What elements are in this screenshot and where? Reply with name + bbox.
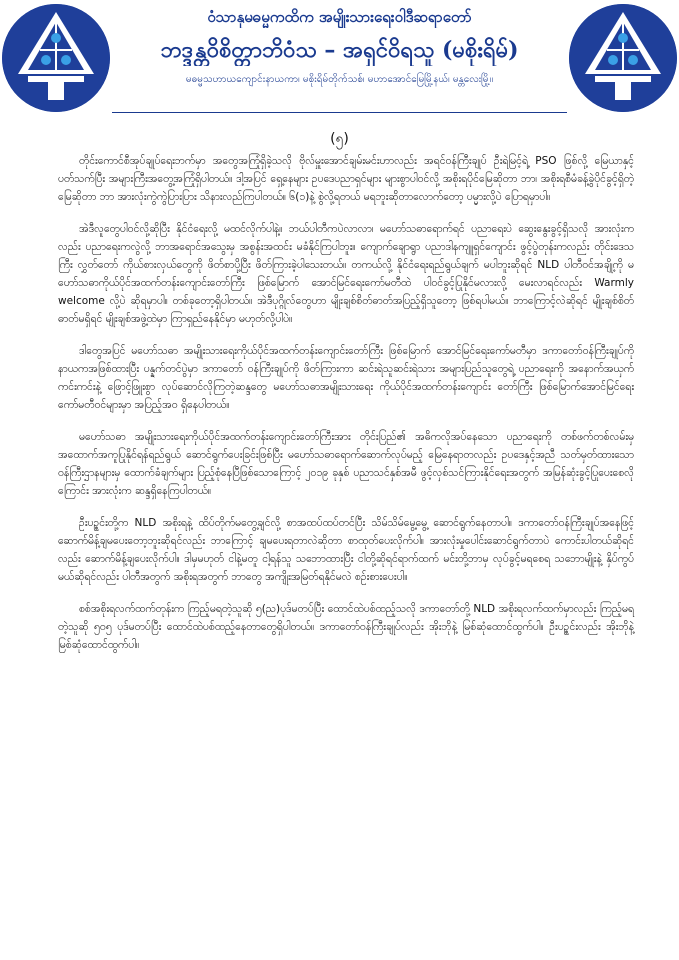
paragraph: ဦးပဥ္စင်းတို့က NLD အစိုးရနဲ့ ထိပ်တိုက်မတွေ့ချင်လို့ စာအထပ်ထပ်တင်ပြီး သိမ်သိမ်မွေ့မွေ့ ဆောင်ရွက်နေတာပါ။ ဒကာတော်ဝန်ကြီးချုပ်အနေဖြင့် ဆောက်မိန့်ချမပေးတော့ဘူးဆိုရင်လည်း ဘာကြောင့် ချမပေးရတာလဲဆိုတာ စာထုတ်ပေးလိုက်ပါ။ အားလုံးမှုပေါင်းဆောင်ရွက်တာပဲ ကောင်းပါတယ်ဆိုရင်လည်း ဆောက်မိန့်ချပေးလိုက်ပါ။ ဒါမှမဟုတ် ငါနဲ့မတူ ငါ့ရန်သူ သဘောထားပြီး ငါတို့ဆိုရင်ရာက်ထက် မင်းတို့ဘာမှ လုပ်ခွင့်မရစေရ သဘောမျိုးနဲ့ နှိပ်ကွပ်မယ်ဆိုရင်လည်း ပါတီအတွက် အစိုးရအတွက် ဘာတွေ အကျိုးအမြတ်ရနိုင်မလဲ စဉ်းစားပေးပါ။: [58, 517, 634, 583]
organization-title: ဝံသာနုမဓမ္မကထိက အမျိုးသားရေးဝါဒီဆရာတော်: [207, 8, 472, 26]
paragraph: အဲဒီလူတွေပါဝင်လို့ဆိုပြီး နိုင်ငံရေးလို့ မထင်လိုက်ပါနဲ့။ ဘယ်ပါတီကပဲလာလာ၊ မဟော်သဓာရောက်ရင် ပညာရေးပဲ ဆွေးနွေးခွင့်ရှိသလို အားလုံးကလည်း ပညာရေးကလွဲလို့ ဘာအရောင်အသွေးမှ အစွန်းအထင်း မခံနိုင်ကြပါဘူး။ ကျောက်ချောရွာ ပညာဒါနကျူရှင်ကျောင်း ဖွင့်ပွဲတုန်းကလည်း တိုင်းဒေသကြီး လွှတ်တော် ကိုယ်စားလှယ်တွေကို ဖိတ်စာပို့ပြီး ဖိတ်ကြားခဲ့ပါသေးတယ်။ တကယ်လို့ နိုင်ငံရေးရည်ရွယ်ချက် မပါဘူးဆိုရင် NLD ပါတီဝင်အချို့ကို မဟော်သဓာကိုယ်ပိုင်အထက်တန်းကျောင်းတော်ကြီး ဖြစ်မြောက် အောင်မြင်ရေးကော်မတီထဲ ပါဝင်ခွင့်ပြုနိုင်မလားလို့ မေးလာရင်လည်း Warmly welcome လို့ပဲ ဆိုရမှာပါ။ တစ်ခုတော့ရှိပါတယ်။ အဲဒီပုဂ္ဂိုလ်တွေဟာ မျိုးချစ်စိတ်ဓာတ်အပြည့်ရှိသူတော့ ဖြစ်ရပါမယ်။ ဘာကြောင့်လဲဆိုရင် မျိုးချစ်စိတ်ဓာတ်မရှိရင် မျိုးချစ်အဖွဲ့ထဲမှာ ကြာရှည်နေနိုင်မှာ မဟုတ်လို့ပါပဲ။: [58, 223, 634, 325]
letter-body: [58, 152, 634, 668]
page-number: (၅): [330, 131, 349, 147]
paragraph: တိုင်းကောင်စီအုပ်ချုပ်ရေးဘက်မှာ အတွေအကြုံရှိခဲ့သလို ဗိုလ်မှူးအောင်ချမ်းမင်းဟာလည်း အရင်ဝန်ကြီးချုပ် ဦးရဲမြင့်ရဲ့ PSO ဖြစ်လို့ မြေယာနှင့်ပတ်သက်ပြီး အများကြီးအတွေ့အကြုံရှိပါတယ်။ ဒါ့အပြင် ရှေ့နေများ ဥပဒေပညာရှင်များ များစွာပါဝင်လို့ အစိုးရပိုင်မြေဆိုတာ ဘာ၊ အစိုးရစီမံခန့်ခွဲပိုင်ခွင့်ရှိတဲ့မြေဆိုတာ ဘာ အားလုံးကွဲကွဲပြားပြား သိနားလည်ကြပါတယ်။ ၆(၁)နဲ့ စွဲလို့ရတယ် မရဘူးဆိုတာလောက်တော့ ပမ္မားလို့ပဲ ပြောရမှာပါ။: [58, 155, 634, 203]
paragraph: မဟော်သဓာ အမျိုးသားရေးကိုယ်ပိုင်အထက်တန်းကျောင်းတော်ကြီးအား တိုင်းပြည်၏ အဓိကလိုအပ်နေသော ပညာရေးကို တစ်ဖက်တစ်လမ်းမှ အထောက်အကူပြုနိုင်ရန်ရည်ရွယ် ဆောင်ရွက်ပေးခြင်းဖြစ်ပြီး မဟော်သဓာရောက်ဆောက်လုပ်မည့် မြေနေရာတလည်း ဥပဒေနှင့်အညီ သတ်မှတ်ထားသော ဝန်ကြီးဌာနများမှ ထောက်ခံချက်များ ပြည့်စုံနေပြီဖြစ်သောကြောင့် ၂၀၁၉ ခုနှစ် ပညာသင်နှစ်အမီ ဖွင့်လှစ်သင်ကြားနိုင်ရေးအတွက် အမြန်ဆုံးခွင့်ပြုပေးစေလိုကြောင်း အားလုံးက ဆန္ဒရှိနေကြပါတယ်။: [58, 431, 634, 497]
header-divider: [112, 112, 567, 113]
letterhead: [0, 0, 679, 112]
address-line: မဓမ္မသဟာယကျောင်းနာယကာ၊ မစိုးရိမ်တိုက်သစ်၊ မဟာအောင်မြေမြို့နယ်၊ မန္တလေးမြို့။: [185, 74, 494, 85]
paragraph: စစ်အစိုးရလက်ထက်တုန်းက ကြည့်မရတဲ့သူဆို ၅(ည)ပုဒ်မတပ်ပြီး ထောင်ထဲပစ်ထည့်သလို ဒကာတော်တို့ NLD အစိုးရလက်ထက်မှာလည်း ကြည့်မရတဲ့သူဆို ၅၀၅ ပုဒ်မတပ်ပြီး ထောင်ထဲပစ်ထည့်နေတာတွေရှိပါတယ်။ ဒကာတော်ဝန်ကြီးချုပ်လည်း အိုးဘိုနဲ့ မြစ်ဆုံထောင်ထွက်ပါ။ ဦးပဥ္စင်းလည်း အိုးဘိုနဲ့ မြစ်ဆုံထောင်ထွက်ပါ။: [58, 603, 634, 651]
sayadaw-name: ဘဒ္ဒန္တဝိစိတ္တာဘိဝံသ – အရှင်ဝိရသူ (မစိုးရိမ်): [160, 37, 519, 63]
letterhead-titles: [118, 6, 561, 88]
paragraph: ဒါတွေအပြင် မဟော်သဓာ အမျိုးသားရေးကိုယ်ပိုင်အထက်တန်းကျောင်းတော်ကြီး ဖြစ်မြောက် အောင်မြင်ရေးကော်မတီမှာ ဒကာတော်ဝန်ကြီးချုပ်ကို နာယကအဖြစ်ထားပြီး ပန္နက်တင်ပွဲမှာ ဒကာတော် ဝန်ကြီးချုပ်ကို ဖိတ်ကြားကာ ဆင်းရဲသူဆင်းရဲသား အများပြည်သူတွေရဲ့ ပညာရေးကို အနောက်အယှက် ကင်းကင်းနဲ့ ဖြောင့်ဖြူးစွာ လုပ်ဆောင်လိုကြတဲ့ဆန္ဒတွေ မဟော်သဓာအမျိုးသားရေး ကိုယ်ပိုင်အထက်တန်းကျောင်း တော်ကြီး ဖြစ်မြောက်အောင်မြင်ရေးကော်မတီဝင်များမှာ အပြည့်အဝ ရှိနေပါတယ်။: [58, 345, 634, 411]
monastery-logo-right: [569, 4, 677, 112]
monastery-logo-left: [2, 4, 110, 112]
